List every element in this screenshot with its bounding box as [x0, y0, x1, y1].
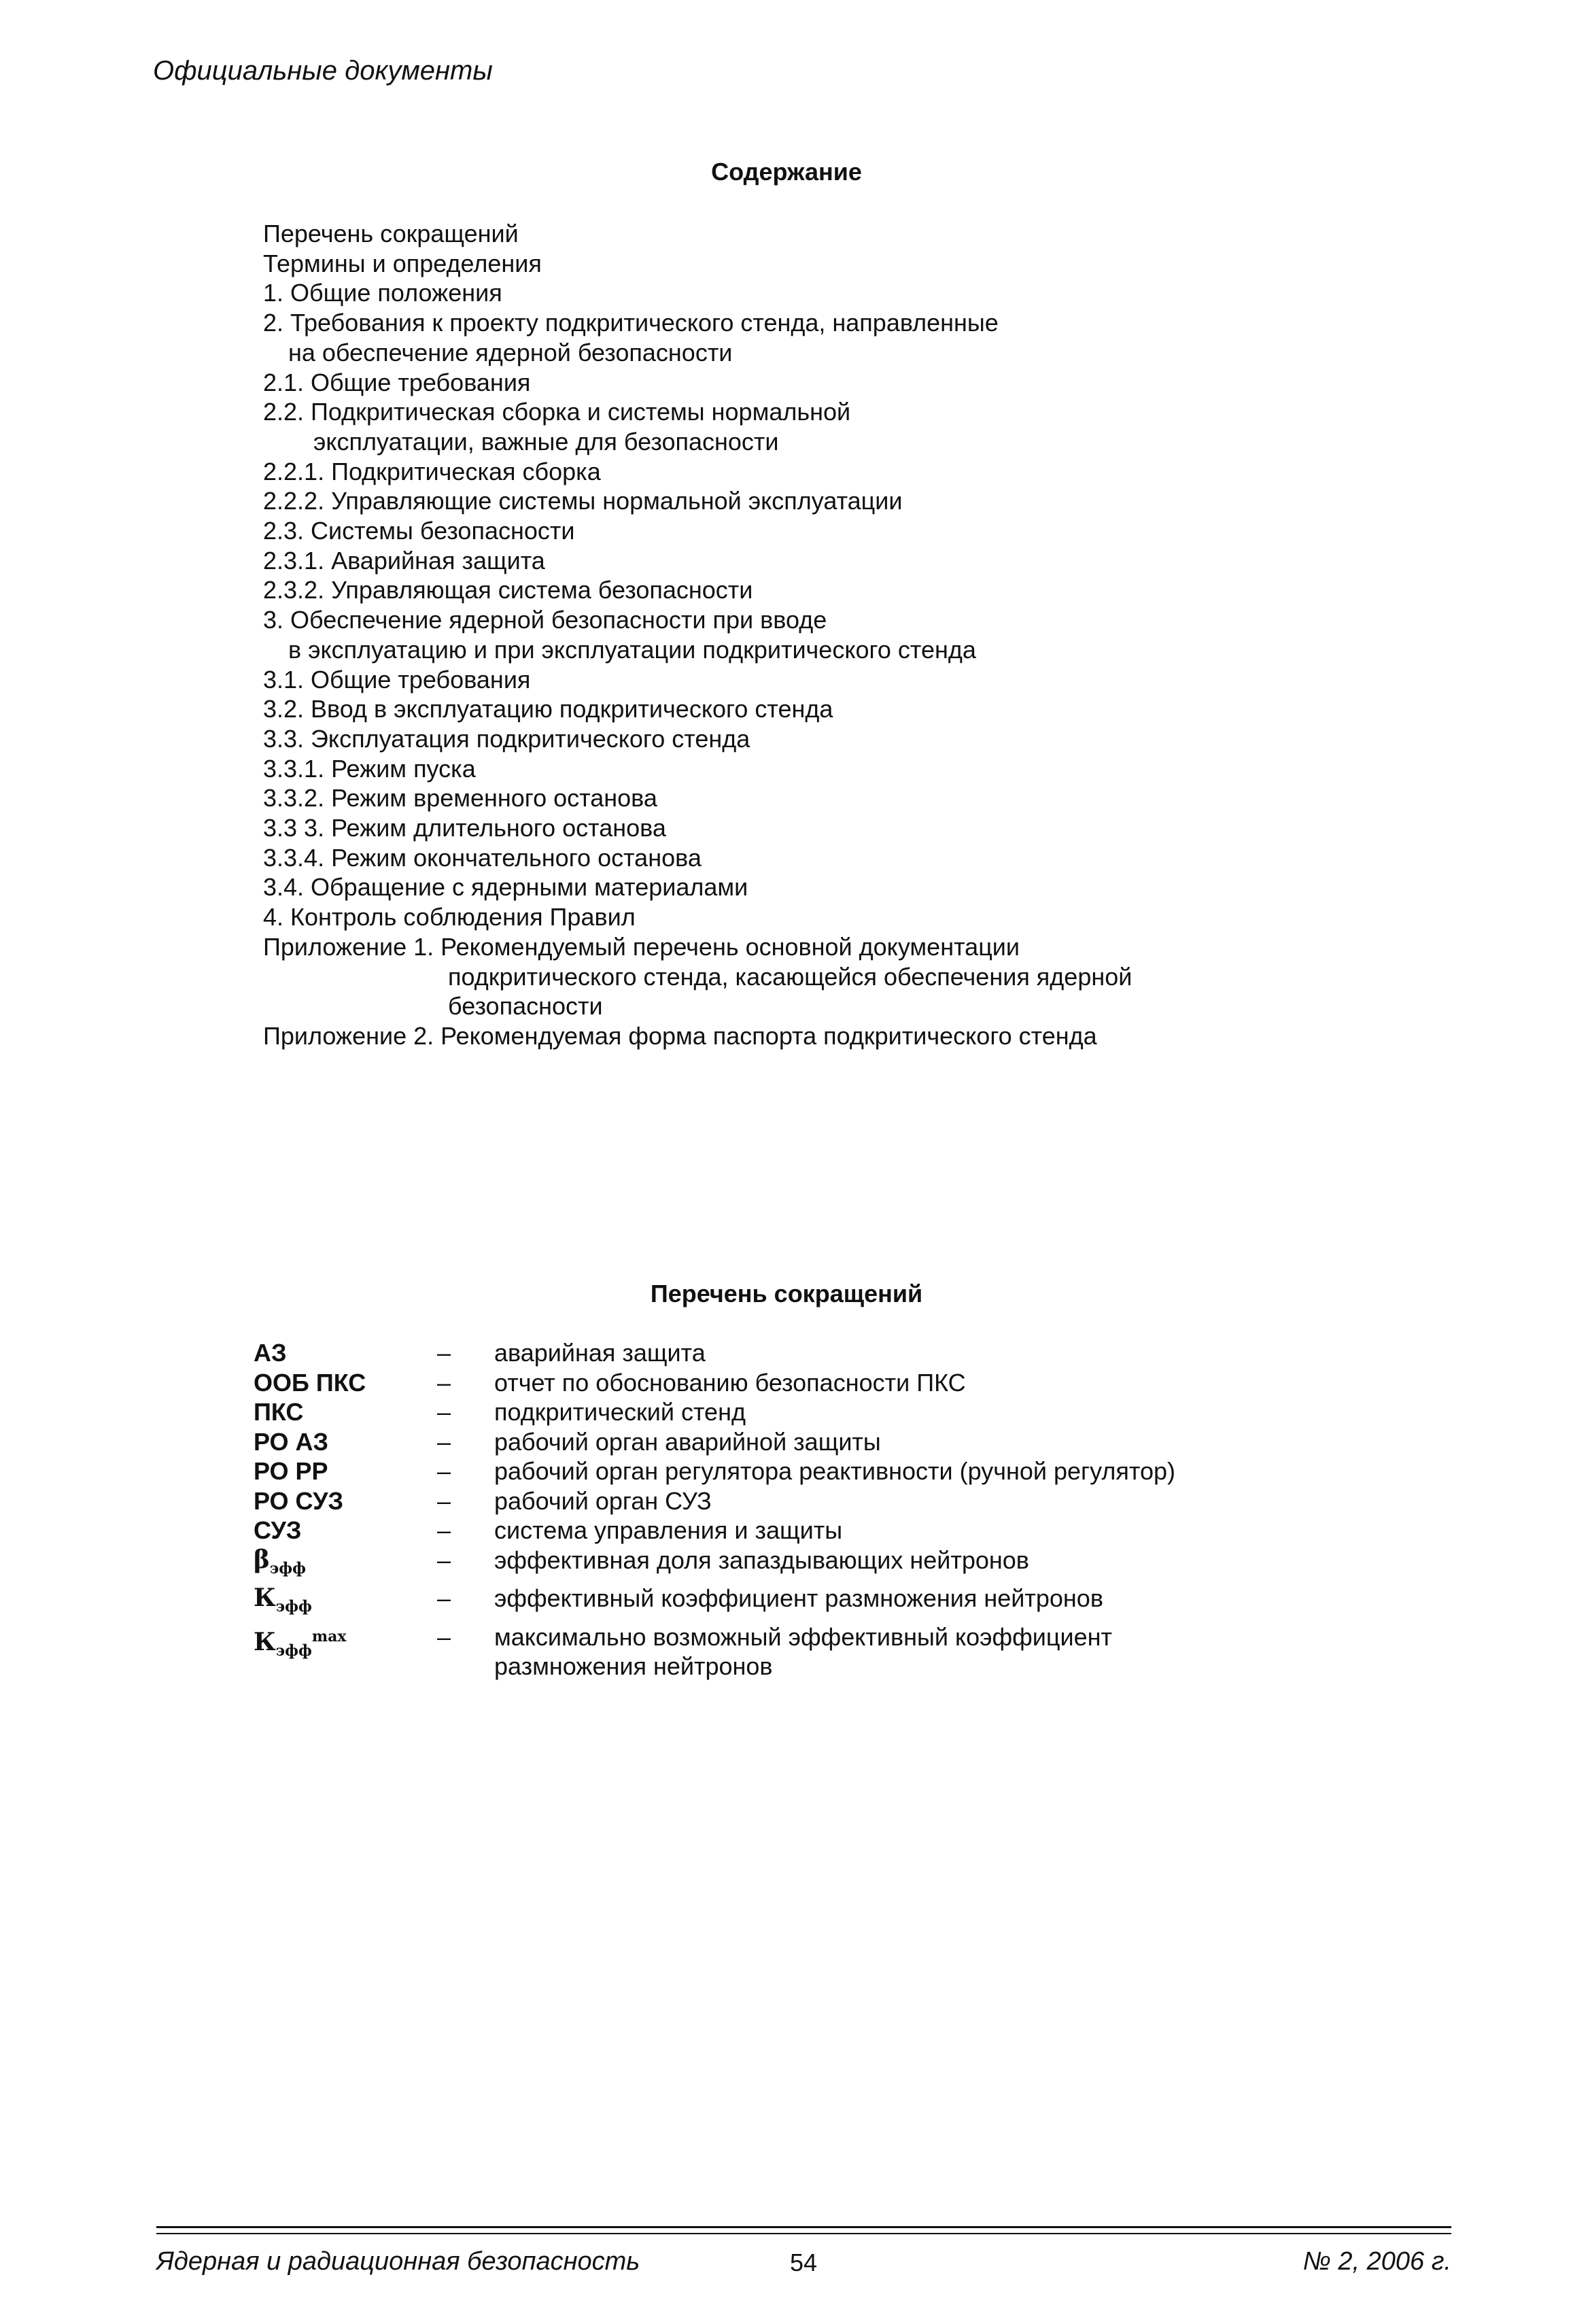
abbreviation-row: [254, 1427, 1545, 1457]
symbol-term: [254, 1545, 437, 1584]
definition-line: аварийная защита: [494, 1339, 706, 1367]
definition-line: максимально возможный эффективный коэффициент: [494, 1622, 1113, 1651]
abbreviation-term: СУЗ: [254, 1516, 302, 1544]
toc-item: 2.3.2. Управляющая система безопасности: [263, 576, 753, 604]
definition-line: система управления и защиты: [494, 1516, 843, 1544]
abbreviation-term: ООБ ПКС: [254, 1368, 366, 1397]
toc-item: Приложение 1. Рекомендуемый перечень основной документации: [263, 932, 1020, 961]
toc-item: 1. Общие положения: [263, 279, 502, 307]
toc-item: на обеспечение ядерной безопасности: [288, 338, 733, 366]
abbreviation-row: [254, 1338, 1545, 1368]
toc-item: подкритического стенда, касающейся обеспечения ядерной: [448, 962, 1133, 991]
toc-item: эксплуатации, важные для безопасности: [313, 427, 779, 456]
abbreviation-definition: [494, 1338, 1545, 1368]
abbreviation-definition: [494, 1622, 1545, 1681]
symbol-term: [254, 1584, 437, 1622]
toc-item: 2.3. Системы безопасности: [263, 517, 575, 545]
symbol-base: β: [254, 1545, 270, 1574]
symbol-row: [254, 1584, 1545, 1622]
toc-item: 2.2. Подкритическая сборка и системы нормальной: [263, 398, 851, 426]
page-footer: [156, 2247, 1451, 2281]
toc-item: в эксплуатацию и при эксплуатации подкритического стенда: [288, 635, 976, 664]
abbreviation-definition: [494, 1397, 1545, 1427]
table-of-contents: [263, 219, 1432, 1051]
abbreviation-dash: –: [437, 1622, 451, 1651]
toc-item: 4. Контроль соблюдения Правил: [263, 903, 636, 932]
abbreviation-row: [254, 1368, 1545, 1398]
running-header: Официальные документы: [153, 56, 493, 86]
symbol-subscript: эфф: [269, 1559, 306, 1577]
abbreviations-title: Перечень сокращений: [650, 1280, 923, 1308]
symbol-row: [254, 1622, 1545, 1681]
footer-rule-bottom: [156, 2233, 1451, 2234]
definition-line: размножения нейтронов: [494, 1652, 773, 1681]
abbreviation-definition: [494, 1516, 1545, 1545]
abbreviation-dash: –: [437, 1368, 451, 1397]
abbreviation-term: РО АЗ: [254, 1427, 329, 1456]
abbreviation-term: РО РР: [254, 1457, 328, 1485]
toc-item: 2.1. Общие требования: [263, 368, 531, 396]
page-number: 54: [790, 2249, 818, 2276]
toc-item: 2. Требования к проекту подкритического стенда, направленные: [263, 309, 999, 337]
toc-item: 3.3.4. Режим окончательного останова: [263, 843, 702, 872]
abbreviation-row: [254, 1456, 1545, 1486]
symbol-row: [254, 1545, 1545, 1584]
toc-title: Содержание: [711, 158, 862, 186]
definition-line: эффективная доля запаздывающих нейтронов: [494, 1545, 1029, 1574]
toc-item: 3.3. Эксплуатация подкритического стенда: [263, 724, 750, 753]
footer-rule-top: [156, 2226, 1451, 2228]
abbreviation-row: [254, 1486, 1545, 1516]
toc-item: 3.3 3. Режим длительного останова: [263, 814, 666, 842]
abbreviation-definition: [494, 1545, 1545, 1575]
footer-issue: № 2, 2006 г.: [1302, 2247, 1451, 2276]
toc-item: 2.2.1. Подкритическая сборка: [263, 457, 601, 485]
abbreviation-definition: [494, 1584, 1545, 1613]
toc-item: 3.2. Ввод в эксплуатацию подкритического стенда: [263, 695, 833, 723]
abbreviation-definition: [494, 1368, 1545, 1398]
abbreviation-dash: –: [437, 1584, 451, 1613]
symbol-base: К: [254, 1584, 276, 1613]
abbreviation-term: РО СУЗ: [254, 1486, 344, 1515]
symbol-superscript: max: [311, 1627, 347, 1645]
definition-line: отчет по обоснованию безопасности ПКС: [494, 1368, 966, 1397]
abbreviation-dash: –: [437, 1486, 451, 1515]
abbreviation-row: [254, 1397, 1545, 1427]
toc-item: Термины и определения: [263, 249, 542, 277]
abbreviation-term: АЗ: [254, 1339, 287, 1367]
toc-item: 2.3.1. Аварийная защита: [263, 546, 545, 575]
abbreviation-dash: –: [437, 1398, 451, 1426]
abbreviations-list: [254, 1338, 1545, 1681]
definition-line: подкритический стенд: [494, 1398, 746, 1426]
toc-item: 3.4. Обращение с ядерными материалами: [263, 873, 748, 902]
symbol-term: [254, 1622, 437, 1667]
definition-line: рабочий орган СУЗ: [494, 1486, 712, 1515]
toc-item: 3.1. Общие требования: [263, 665, 531, 694]
toc-item: 3.3.2. Режим временного останова: [263, 784, 657, 813]
abbreviation-dash: –: [437, 1516, 451, 1544]
symbol-subscript: эфф: [275, 1598, 312, 1616]
abbreviation-term: ПКС: [254, 1398, 304, 1426]
definition-line: рабочий орган аварийной защиты: [494, 1427, 881, 1456]
toc-item: безопасности: [448, 992, 603, 1021]
abbreviation-definition: [494, 1427, 1545, 1457]
toc-item: 2.2.2. Управляющие системы нормальной эксплуатации: [263, 487, 903, 515]
symbol-subscript: эфф: [275, 1642, 312, 1660]
abbreviation-row: [254, 1516, 1545, 1545]
definition-line: эффективный коэффициент размножения нейтронов: [494, 1584, 1103, 1613]
toc-item: Перечень сокращений: [263, 220, 519, 247]
abbreviation-definition: [494, 1456, 1545, 1486]
toc-item: 3.3.1. Режим пуска: [263, 754, 476, 783]
abbreviation-dash: –: [437, 1427, 451, 1456]
abbreviation-definition: [494, 1486, 1545, 1516]
abbreviation-dash: –: [437, 1457, 451, 1485]
abbreviation-dash: –: [437, 1545, 451, 1574]
toc-item: 3. Обеспечение ядерной безопасности при вводе: [263, 606, 827, 634]
definition-line: рабочий орган регулятора реактивности (ручной регулятор): [494, 1457, 1176, 1485]
abbreviation-dash: –: [437, 1339, 451, 1367]
symbol-base: К: [254, 1627, 276, 1656]
toc-item: Приложение 2. Рекомендуемая форма паспорта подкритического стенда: [263, 1021, 1097, 1050]
footer-journal-title: Ядерная и радиационная безопасность: [156, 2247, 640, 2276]
